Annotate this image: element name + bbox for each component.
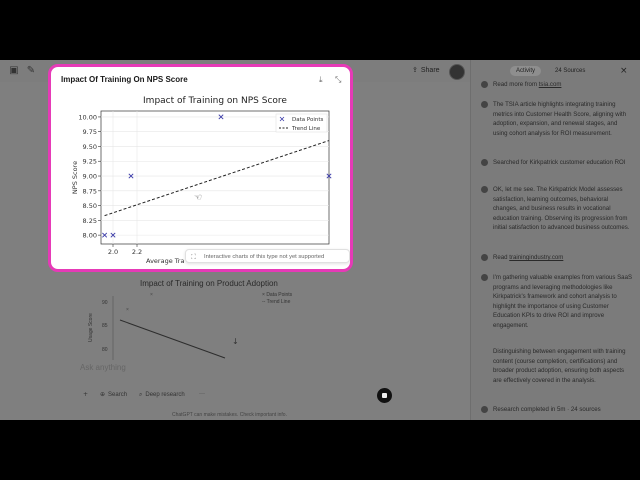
new-chat-icon[interactable]: ✎ <box>26 65 36 76</box>
y-tick-label: 8.50 <box>82 202 97 211</box>
source-link[interactable]: trainingindustry.com <box>509 254 564 261</box>
bg-y-tick: 80 <box>102 347 108 353</box>
chart-icon: ⛶ <box>191 253 196 261</box>
y-tick-label: 8.25 <box>82 216 97 225</box>
y-tick-label: 9.25 <box>82 157 97 166</box>
y-tick-label: 10.00 <box>78 113 97 122</box>
bg-legend-marker: -- <box>262 299 267 305</box>
more-tools-button[interactable]: ··· <box>199 391 205 397</box>
globe-icon: ⊕ <box>100 391 106 398</box>
x-tick-label: 2.2 <box>131 248 143 256</box>
y-tick-label: 9.50 <box>82 142 97 151</box>
tab-sources[interactable]: 24 Sources <box>555 68 586 74</box>
legend-label: Data Points <box>292 117 324 123</box>
scroll-down-icon[interactable]: ↓ <box>232 337 239 346</box>
search-button[interactable]: ⊕ Search <box>100 391 128 398</box>
collapse-icon[interactable]: ⤡ <box>335 75 342 84</box>
legend-label: Trend Line <box>292 126 321 132</box>
bg-data-point: × <box>150 292 153 298</box>
attach-button[interactable] <box>83 391 91 398</box>
bg-data-point: × <box>126 307 129 313</box>
x-tick-label: 2.0 <box>107 248 119 256</box>
app-window: ▣ ✎ ⇪ Share × × Impact of Training on Product Adoption × Data Points -- Trend Line Usage Score 90 85 80 ↓ Ask anything + ⊕ Search ⌕ Deep research ··· ChatGPT can make mistakes. Check important info. Activity 24 Sources × Read more from tsia.com The TSIA article highlights integrating training metrics into Customer Health Score, aligning with adoption, expansion, and renewal stages, and using cohort analysis for ROI measurement. Searched for Kirkpatrick customer education ROI OK, let me see. The Kirkpatrick Model assesses satisfaction, learning outcomes, behavioral changes, and business results in vocational education training. Observing its progression from initial satisfaction to advanced business outcomes. Read trainingindustry.com I'm gathering valuable examples from various SaaS programs and leveraging methodologies like Kirkpatrick's framework and cohort analysis to highlight the importance of using Customer Education KPIs to drive ROI and improve engagement. Distinguishing between engagement with training content (course completion, certifications) and broader product adoption, ensuring both aspects are effectively covered in the analysis. Research completed in 5m · 24 sources <box>0 60 640 420</box>
chart-title: Impact of Training on NPS Score <box>143 96 287 106</box>
activity-icon <box>481 274 488 281</box>
close-panel-icon[interactable]: × <box>620 66 628 76</box>
stop-button[interactable] <box>377 388 392 403</box>
search-icon <box>481 159 488 166</box>
y-tick-label: 9.00 <box>82 172 97 181</box>
bg-trend-line <box>120 320 225 358</box>
plus-icon: + <box>83 391 89 398</box>
check-icon <box>481 406 488 413</box>
bg-chart-title: Impact of Training on Product Adoption <box>140 279 278 288</box>
y-axis-label: NPS Score <box>71 160 79 195</box>
share-button[interactable]: ⇪ Share <box>412 66 440 74</box>
disclaimer: ChatGPT can make mistakes. Check important info. <box>172 412 287 418</box>
stop-icon <box>382 393 387 398</box>
activity-icon <box>481 81 488 88</box>
nps-chart <box>51 67 350 269</box>
deep-research-button[interactable]: ⌕ Deep research <box>139 391 185 398</box>
y-tick-label: 8.75 <box>82 187 97 196</box>
bg-chart-ylabel: Usage Score <box>88 313 94 342</box>
tab-activity[interactable]: Activity <box>510 66 541 76</box>
activity-icon <box>481 101 488 108</box>
x-axis-label: Average Tra <box>146 257 185 265</box>
share-icon: ⇪ <box>412 66 418 74</box>
activity-icon <box>481 186 488 193</box>
bg-legend-marker: × <box>262 292 267 298</box>
unsupported-toast: ⛶ Interactive charts of this type not yet supported <box>185 249 350 263</box>
y-tick-label: 9.75 <box>82 128 97 137</box>
cursor-hand-icon: ☜ <box>194 193 203 203</box>
modal-title: Impact Of Training On NPS Score <box>61 75 188 84</box>
download-icon[interactable]: ⤓ <box>319 75 323 84</box>
activity-icon <box>481 254 488 261</box>
sidebar-toggle-icon[interactable]: ▣ <box>9 65 19 76</box>
y-tick-label: 8.00 <box>82 231 97 240</box>
bg-y-tick: 90 <box>102 300 108 306</box>
bg-chart-legend: × Data Points -- Trend Line <box>262 292 293 305</box>
chart-modal <box>48 64 353 272</box>
bg-y-tick: 85 <box>102 323 108 329</box>
prompt-input[interactable]: Ask anything <box>80 363 126 372</box>
telescope-icon: ⌕ <box>139 391 143 398</box>
source-link[interactable]: tsia.com <box>538 81 562 88</box>
